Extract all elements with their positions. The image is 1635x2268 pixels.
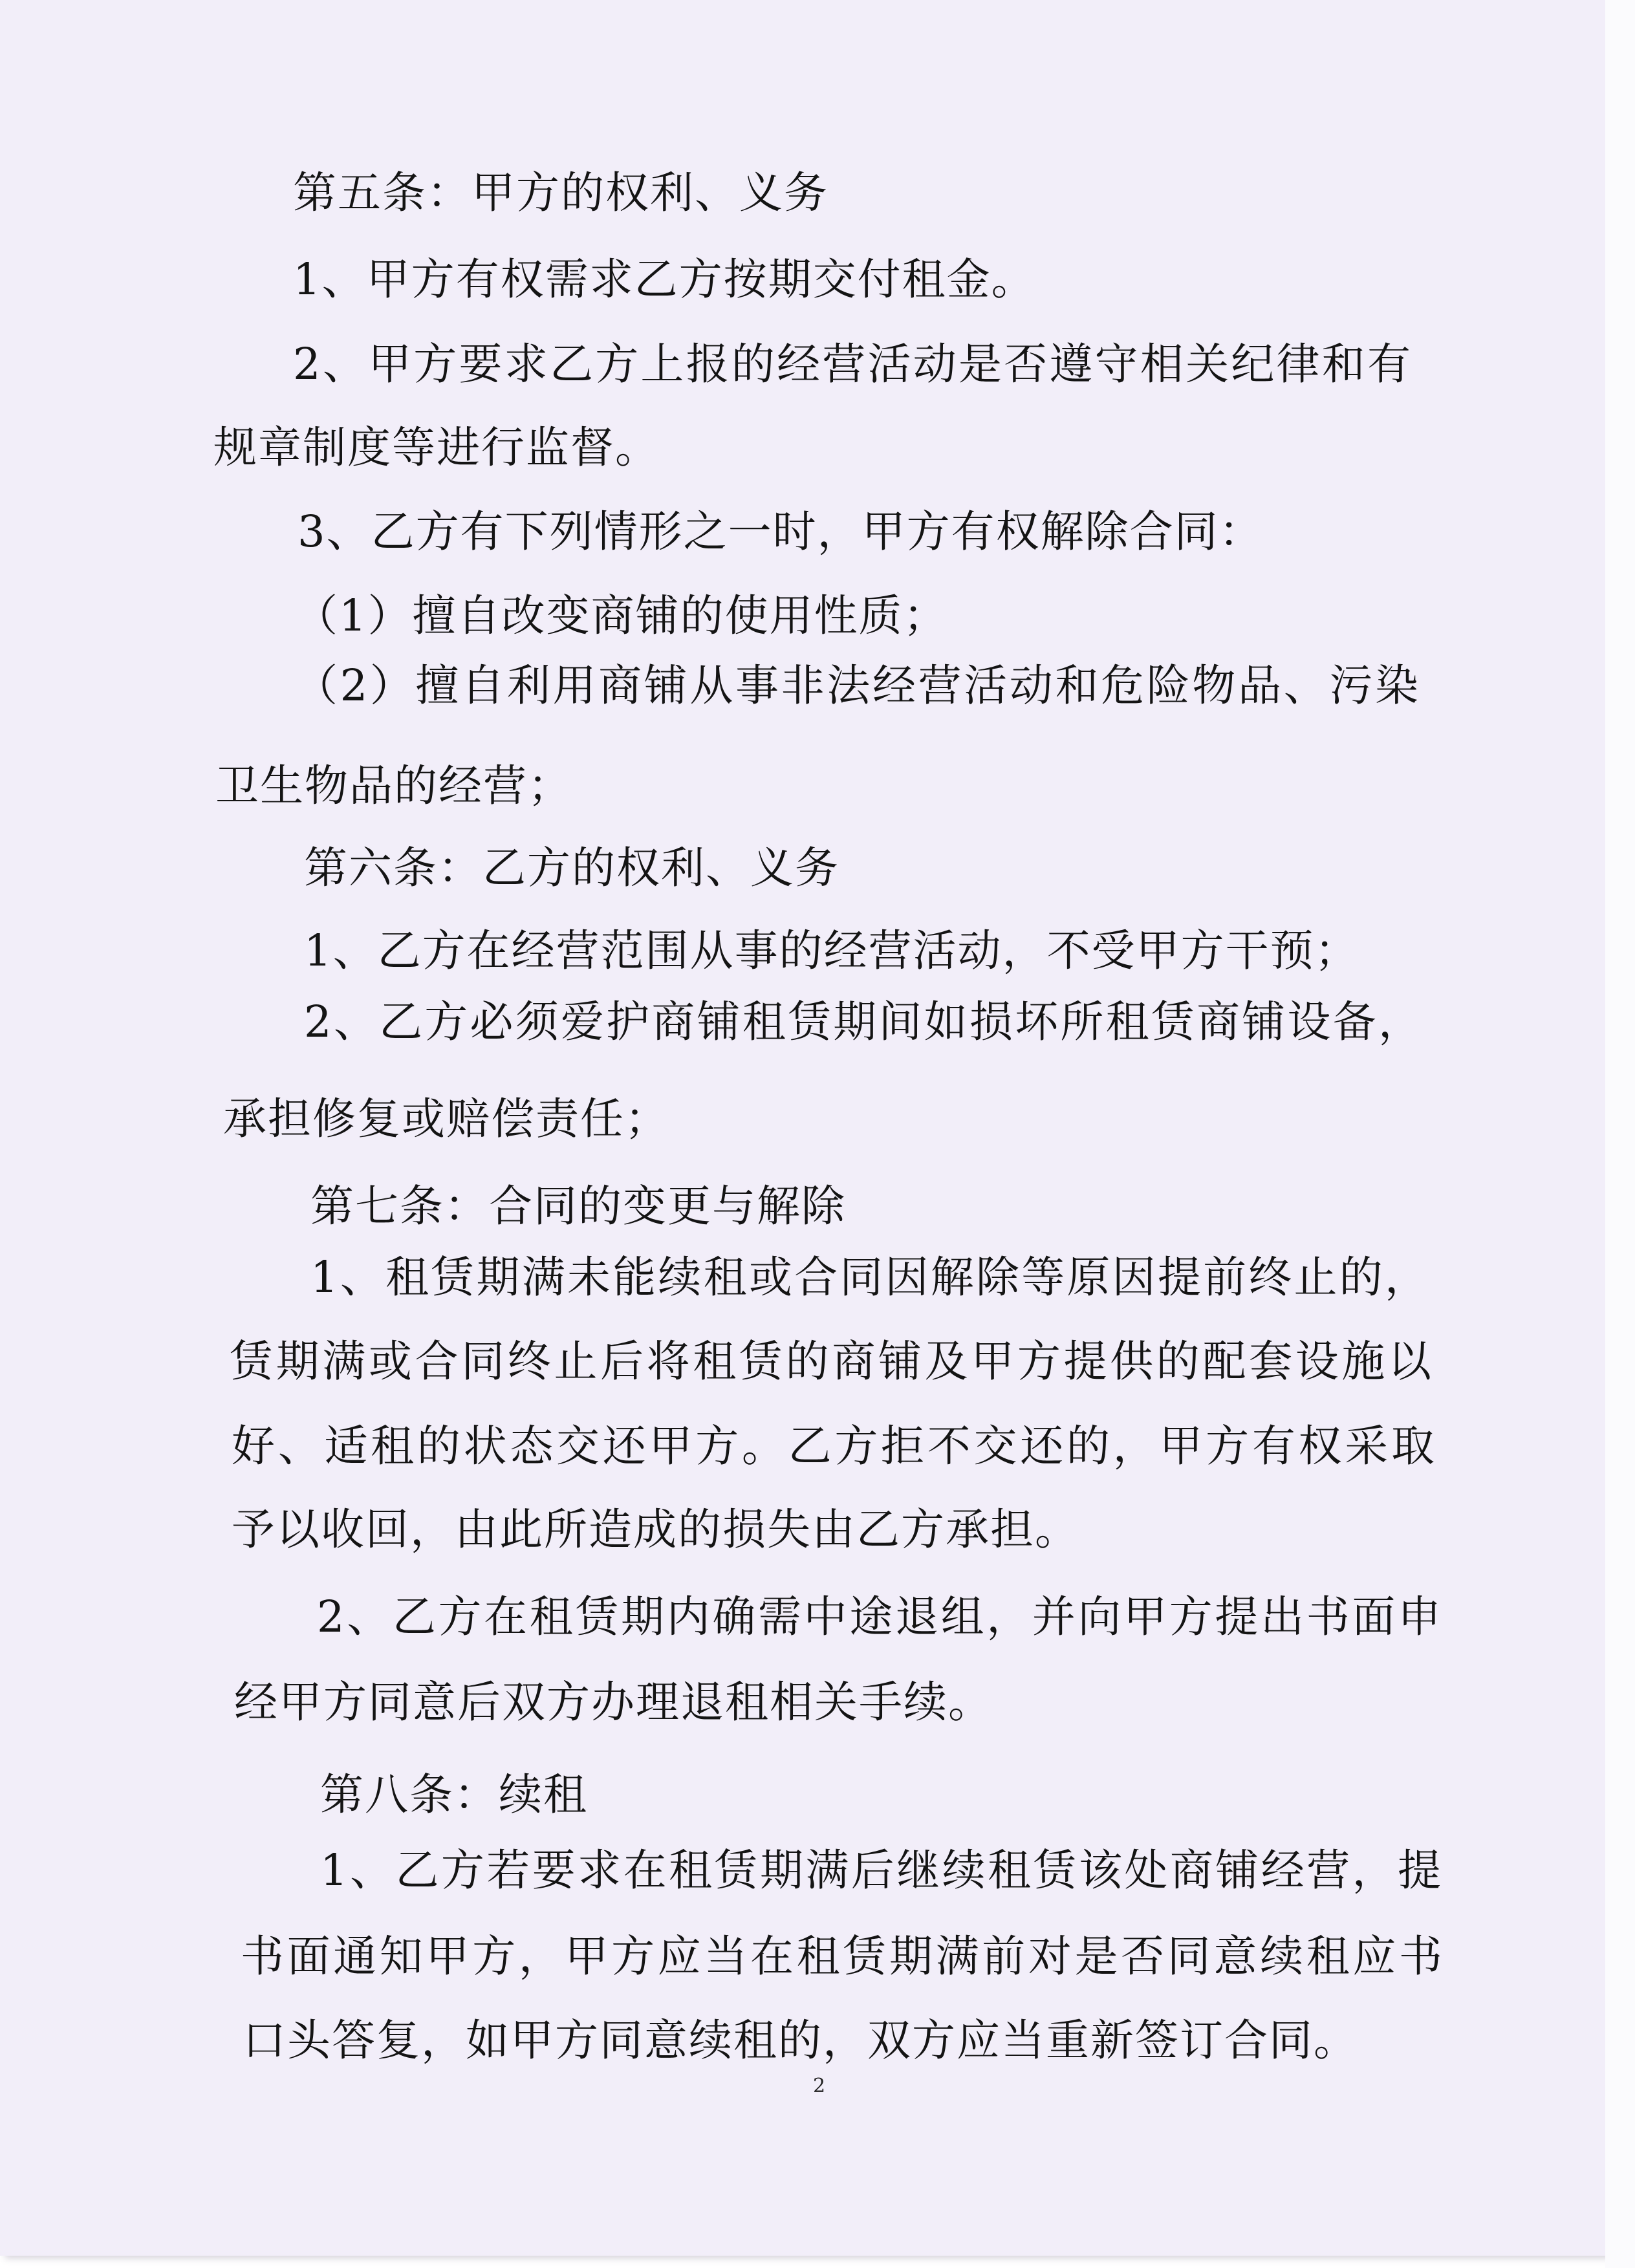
article-5-item-3-sub-2-cont: 卫生物品的经营； [215, 761, 572, 811]
article-5-heading: 第五条：甲方的权利、义务 [293, 167, 828, 218]
article-6-item-2: 2、乙方必须爱护商铺租赁期间如损坏所租赁商铺设备， [304, 997, 1423, 1047]
article-6-item-2-cont: 承担修复或赔偿责任； [223, 1094, 669, 1144]
scan-margin [1605, 0, 1635, 2268]
article-8-heading: 第八条：续租 [320, 1769, 588, 1820]
article-7-item-1-cont-1: 赁期满或合同终止后将租赁的商铺及甲方提供的配套设施以 [230, 1336, 1433, 1387]
article-6-heading: 第六条：乙方的权利、义务 [304, 843, 839, 893]
article-5-item-3: 3、乙方有下列情形之一时，甲方有权解除合同： [298, 506, 1264, 557]
article-7-heading: 第七条：合同的变更与解除 [310, 1181, 846, 1231]
article-8-item-1: 1、乙方若要求在租赁期满后继续租赁该处商铺经营，提 [320, 1845, 1442, 1895]
article-5-item-3-sub-2: （2）擅自利用商铺从事非法经营活动和危险物品、污染 [294, 660, 1420, 711]
article-8-item-1-cont-1: 书面通知甲方，甲方应当在租赁期满前对是否同意续租应书 [241, 1931, 1444, 1982]
article-7-item-1: 1、租赁期满未能续租或合同因解除等原因提前终止的， [310, 1252, 1429, 1302]
article-7-item-1-cont-2: 好、适租的状态交还甲方。乙方拒不交还的，甲方有权采取 [232, 1421, 1436, 1471]
article-8-item-1-cont-2: 口头答复，如甲方同意续租的，双方应当重新签订合同。 [243, 2015, 1358, 2066]
article-7-item-1-cont-3: 予以收回，由此所造成的损失由乙方承担。 [232, 1504, 1079, 1555]
article-5-item-2-cont: 规章制度等进行监督。 [213, 422, 660, 473]
article-7-item-2-cont: 经甲方同意后双方办理退租相关手续。 [234, 1677, 993, 1727]
page-number: 2 [813, 2075, 826, 2097]
article-5-item-1: 1、甲方有权需求乙方按期交付租金。 [293, 254, 1036, 305]
article-7-item-2: 2、乙方在租赁期内确需中途退组，并向甲方提出书面申 [317, 1592, 1442, 1642]
article-5-item-3-sub-1: （1）擅自改变商铺的使用性质； [294, 590, 948, 641]
article-5-item-2: 2、甲方要求乙方上报的经营活动是否遵守相关纪律和有 [293, 339, 1412, 389]
article-6-item-1: 1、乙方在经营范围从事的经营活动，不受甲方干预； [304, 925, 1359, 976]
